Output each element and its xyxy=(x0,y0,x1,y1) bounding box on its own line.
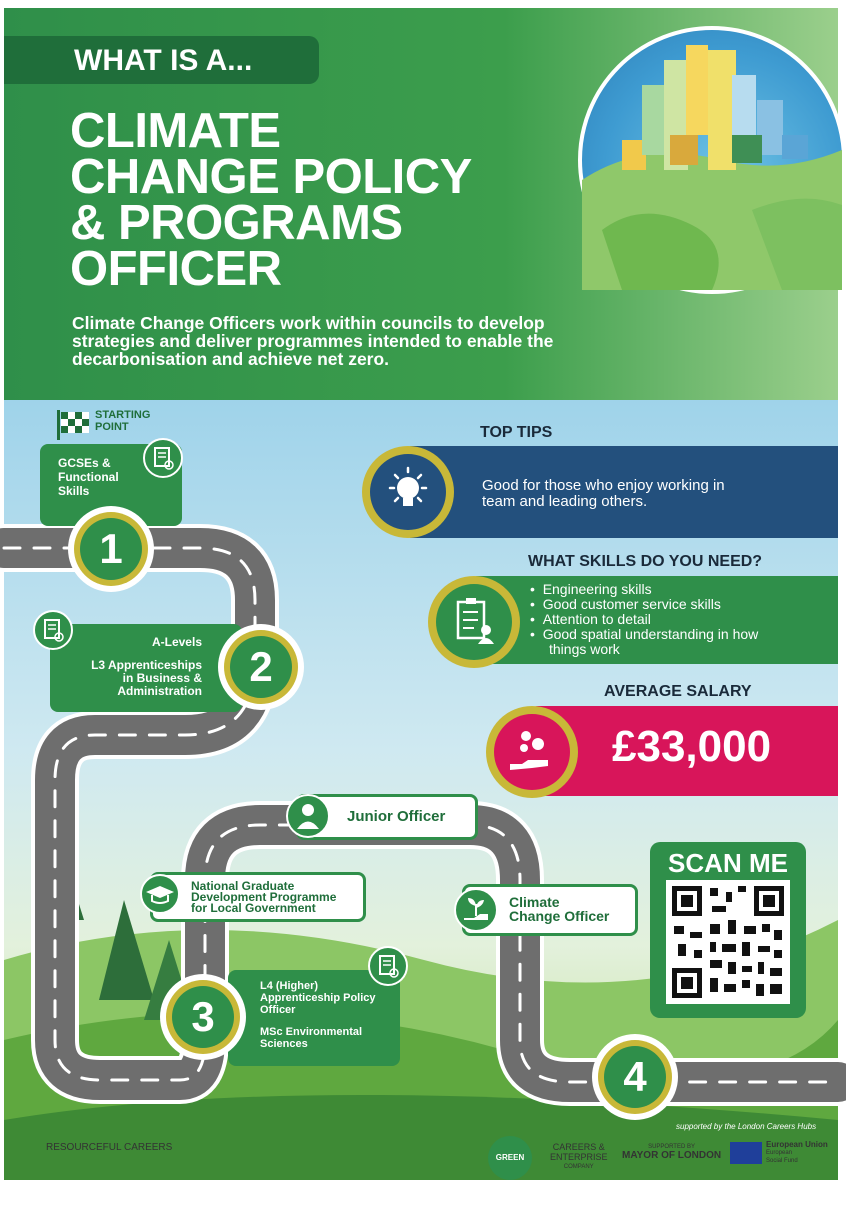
skills-heading: WHAT SKILLS DO YOU NEED? xyxy=(528,553,763,570)
step2-label-line: Administration xyxy=(117,684,202,698)
scan-me-box[interactable] xyxy=(650,842,806,1018)
lightbulb-icon xyxy=(370,454,446,530)
cco-line: Climate xyxy=(509,894,560,910)
step3-label-line: MSc Environmental xyxy=(260,1026,363,1038)
skill-item: • Attention to detail xyxy=(530,611,651,627)
lightbulb-badge xyxy=(362,446,454,538)
step3-label-line: L4 (Higher) xyxy=(260,980,319,992)
starting-point-line: POINT xyxy=(95,421,129,433)
checkered-flag-icon xyxy=(57,410,91,440)
starting-point-line: STARTING xyxy=(95,409,151,421)
junior-officer-text: Junior Officer xyxy=(347,808,446,825)
enterprise-text: ENTERPRISE xyxy=(550,1152,608,1162)
top-tips-bar xyxy=(404,446,838,538)
step3-label-line: Sciences xyxy=(260,1038,308,1050)
qr-code[interactable] xyxy=(666,880,790,1004)
step1-badge xyxy=(68,506,154,592)
skill-text: Attention to detail xyxy=(542,611,651,627)
ngdp-line: Development Programme xyxy=(191,890,337,904)
company-text: COMPANY xyxy=(563,1164,594,1170)
salary-value: £33,000 xyxy=(612,722,772,771)
certificate-icon xyxy=(143,438,183,478)
scan-me-label: SCAN ME xyxy=(668,848,788,878)
top-tips-text-line: Good for those who enjoy working in xyxy=(482,477,725,494)
qr-code-icon xyxy=(666,880,790,1004)
job-title-line: CHANGE POLICY xyxy=(70,150,472,204)
eu-line: European xyxy=(766,1150,793,1156)
step2-label: A-Levels xyxy=(151,635,202,649)
step1-number: 1 xyxy=(80,518,142,580)
step2-label-line: in Business & xyxy=(122,671,202,685)
resourceful-careers-logo: RESOURCEFUL CAREERS xyxy=(46,1142,173,1153)
starting-point-label xyxy=(95,409,150,433)
supported-careers-hubs: supported by the London Careers Hubs xyxy=(676,1122,817,1131)
graduation-cap-icon xyxy=(140,874,180,914)
step3-label-line: Apprenticeship Policy xyxy=(260,992,376,1004)
title-tag-text: WHAT IS A... xyxy=(74,44,253,77)
mayor-text: MAYOR OF LONDON xyxy=(622,1150,722,1161)
step4-badge xyxy=(592,1034,678,1120)
skill-text: Good customer service skills xyxy=(542,596,721,612)
step1-label-line: GCSEs & xyxy=(58,456,111,470)
mayor-of-london-logo xyxy=(622,1144,721,1161)
intro-text: Climate Change Officers work within councils to develop strategies and deliver programmes intended to enable the decarbonisation and achieve net zero. xyxy=(72,313,554,369)
ngdp-label xyxy=(150,872,366,922)
officer-person-icon xyxy=(286,794,330,838)
skill-text: things work xyxy=(549,641,620,657)
step3-badge xyxy=(160,974,246,1060)
cco-line: Change Officer xyxy=(509,908,610,924)
seedling-hand-icon xyxy=(454,888,498,932)
step1-label-line: Skills xyxy=(58,484,90,498)
careers-enterprise-logo xyxy=(550,1142,608,1172)
careers-text: CAREERS & xyxy=(552,1142,605,1152)
job-title-line: CLIMATE xyxy=(70,104,281,158)
skill-item: • Good customer service skills xyxy=(530,596,721,612)
skill-item: • Good spatial understanding in how xyxy=(530,626,759,642)
step2-number: 2 xyxy=(230,636,292,698)
step3-label-line: Officer xyxy=(260,1004,296,1016)
step1-label-line: Functional xyxy=(58,470,119,484)
eu-line: European Union xyxy=(766,1140,828,1149)
supported-by-text: SUPPORTED BY xyxy=(648,1144,695,1150)
money-badge xyxy=(486,706,578,798)
step3-card xyxy=(228,970,400,1066)
eu-line: Social Fund xyxy=(766,1158,798,1164)
step3-number: 3 xyxy=(172,986,234,1048)
clipboard-checklist-icon xyxy=(436,584,512,660)
ngdp-line: National Graduate xyxy=(191,879,295,893)
green-skills-logo xyxy=(488,1136,532,1206)
certificate-icon xyxy=(33,610,73,650)
ngdp-line: for Local Government xyxy=(191,901,316,915)
certificate-icon xyxy=(368,946,408,986)
skill-text: Good spatial understanding in how xyxy=(542,626,759,642)
skill-text: Engineering skills xyxy=(542,581,652,597)
coins-hand-icon xyxy=(494,714,570,790)
step2-badge xyxy=(218,624,304,710)
top-tips-heading: TOP TIPS xyxy=(480,424,553,441)
top-tips-text-line: team and leading others. xyxy=(482,493,648,510)
eu-logo-text xyxy=(766,1141,828,1165)
job-title-line: OFFICER xyxy=(70,242,282,296)
job-title-line: & PROGRAMS xyxy=(70,196,403,250)
salary-heading: AVERAGE SALARY xyxy=(604,683,752,700)
skill-item: • Engineering skills xyxy=(530,581,652,597)
eu-flag-icon xyxy=(730,1142,762,1164)
skills-bar xyxy=(470,576,838,664)
green-skills-text: GREEN SKILLS xyxy=(495,1153,525,1206)
clipboard-badge xyxy=(428,576,520,668)
step4-number: 4 xyxy=(604,1046,666,1108)
skill-item-cont xyxy=(530,642,758,657)
step2-card xyxy=(50,624,242,712)
step2-label-line: L3 Apprenticeships xyxy=(91,658,202,672)
